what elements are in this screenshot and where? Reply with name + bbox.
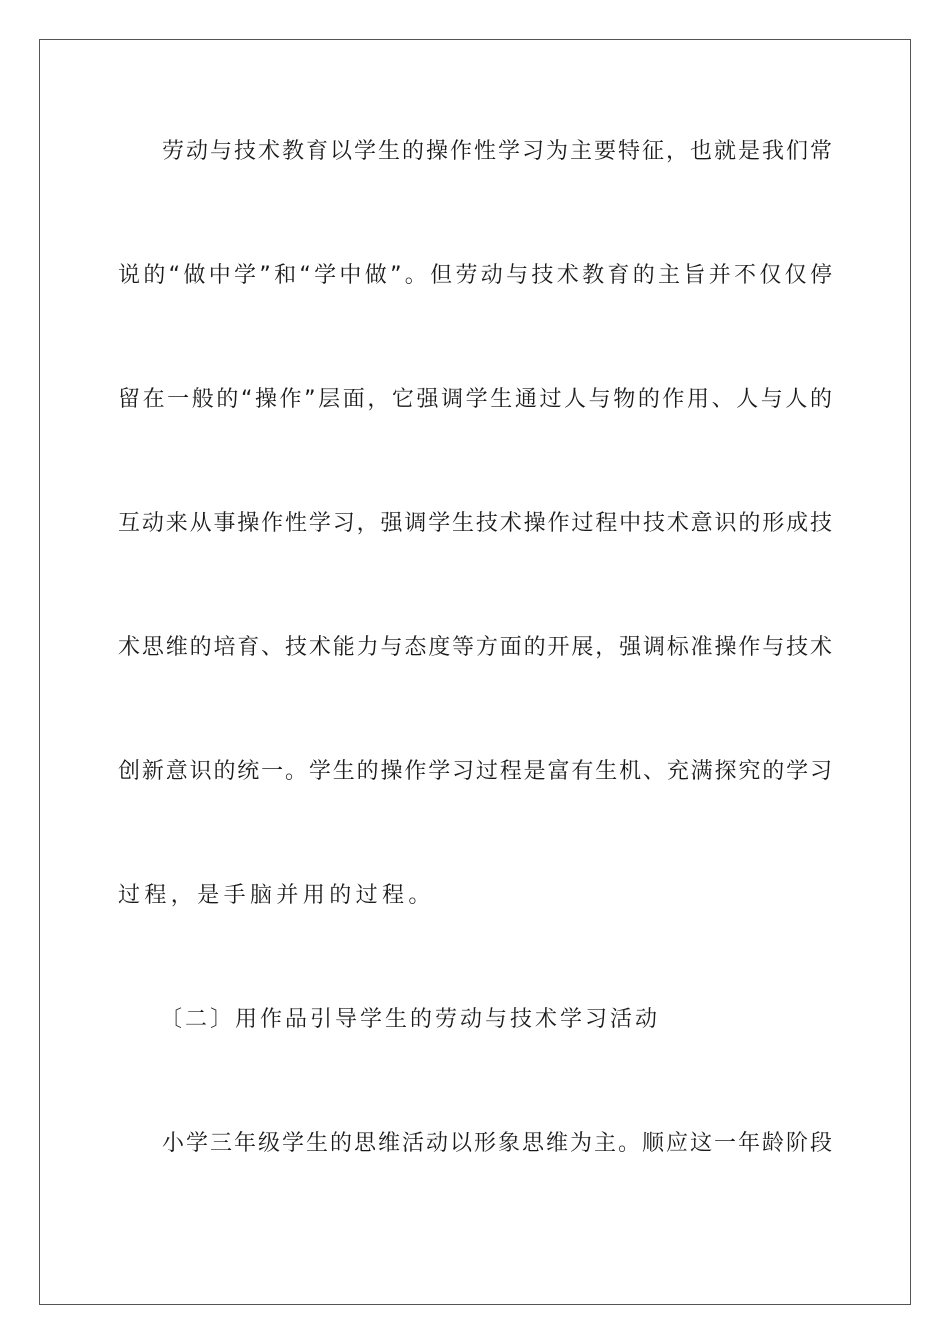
section-heading: 〔二〕用作品引导学生的劳动与技术学习活动	[160, 1007, 661, 1032]
paragraph-1-line-6: 创新意识的统一。学生的操作学习过程是富有生机、充满探究的学习	[118, 759, 832, 784]
page-border	[39, 39, 911, 1305]
paragraph-1-line-2: 说的“做中学”和“学中做”。但劳动与技术教育的主旨并不仅仅停	[118, 263, 832, 288]
paragraph-2-line-1: 小学三年级学生的思维活动以形象思维为主。顺应这一年龄阶段	[162, 1131, 832, 1156]
paragraph-1-line-3: 留在一般的“操作”层面，它强调学生通过人与物的作用、人与人的	[118, 387, 832, 412]
paragraph-1-line-1: 劳动与技术教育以学生的操作性学习为主要特征，也就是我们常	[162, 139, 832, 164]
paragraph-1-line-7: 过程，是手脑并用的过程。	[118, 883, 435, 908]
paragraph-1-line-4: 互动来从事操作性学习，强调学生技术操作过程中技术意识的形成技	[118, 511, 832, 536]
paragraph-1-line-5: 术思维的培育、技术能力与态度等方面的开展，强调标准操作与技术	[118, 635, 832, 660]
